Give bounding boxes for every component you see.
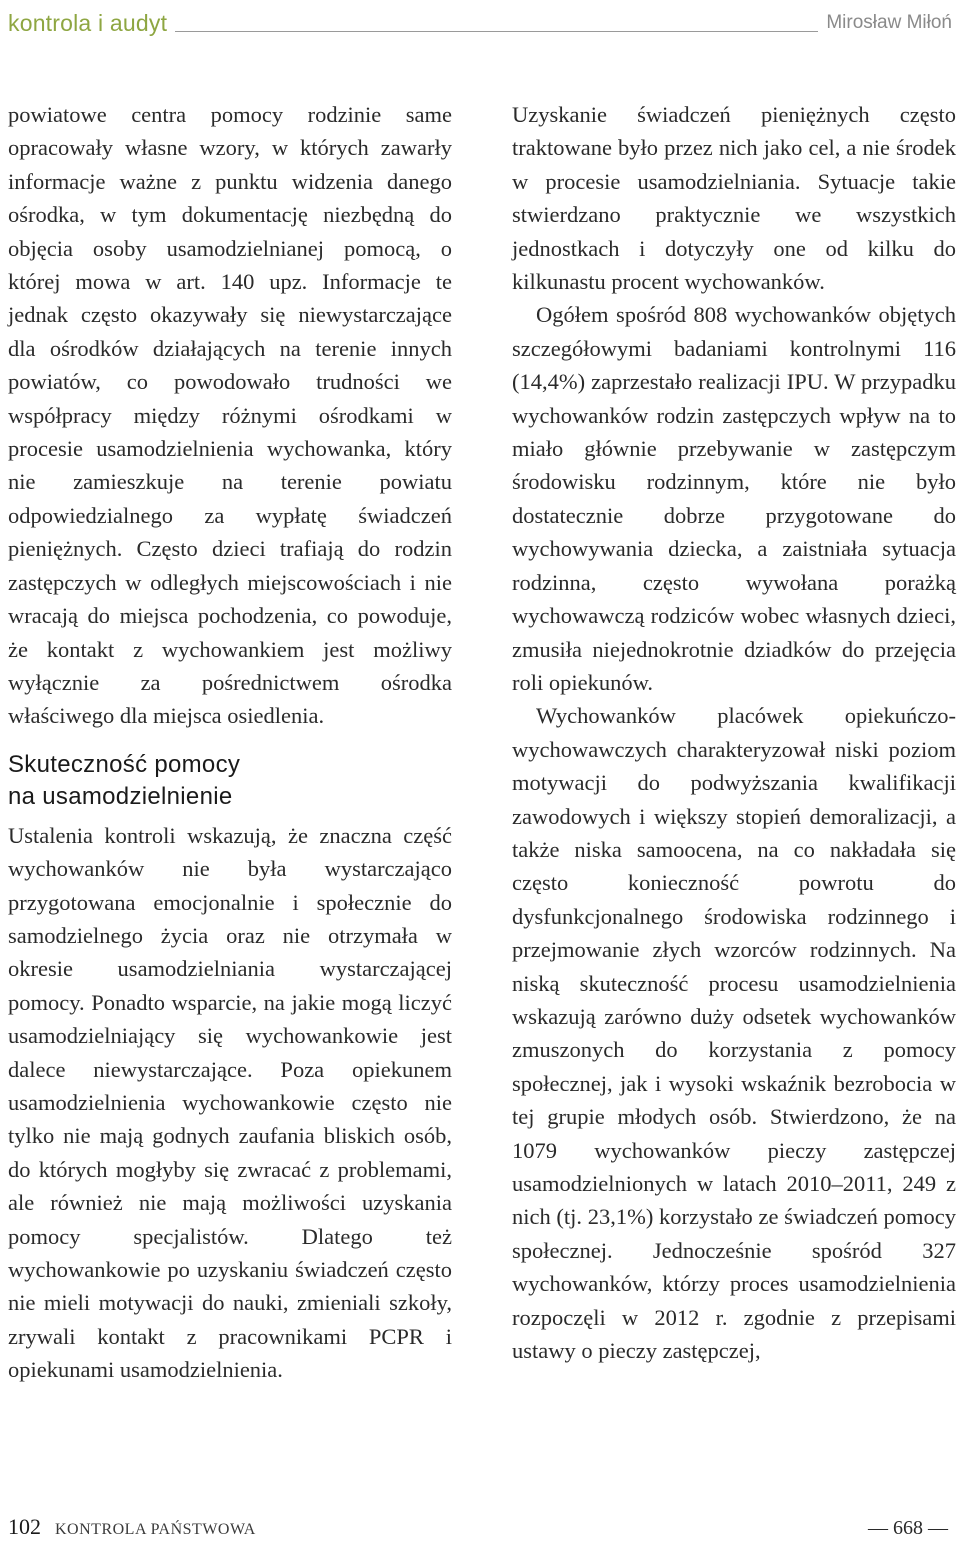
section-heading-line-1: Skuteczność pomocy	[8, 750, 241, 778]
issue-number: — 668 —	[868, 1517, 948, 1539]
page-number: 102	[8, 1514, 41, 1539]
right-paragraph-2: Ogółem spośród 808 wychowanków objętych szczegółowymi badaniami kontrolnymi 116 (14,4%) zaprzestało realizacji IPU. W przypadku wychowanków rodzin zastępczych wpływ na to miało głównie przebywanie w zastępczym środowisku rodzinnym, które nie było dostatecznie dobrze przygotowane do wychowywania dziecka, a zaistniała sytuacja rodzinna, często wywołana porażką wychowawczą rodziców wobec własnych dzieci, zmusiła niejednokrotnie dziadków do przejęcia roli opiekunów.	[512, 302, 956, 695]
right-paragraph-3: Wychowanków placówek opiekuńczo-wychowawczych charakteryzował niski poziom motywacji do podwyższania kwalifikacji zawodowych i większy stopień demoralizacji, a także niska samoocena, na co nakładała się często konieczność powrotu do dysfunkcjonalnego środowiska rodzinnego i przejmowanie złych wzorców rodzinnych. Na niską skuteczność procesu usamodzielnienia wskazują zarówno duży odsetek wychowanków zmuszonych do korzystania z pomocy społecznej, jak i wysoki wskaźnik bezrobocia w tej grupie młodych osób. Stwierdzono, że na 1079 wychowanków pieczy zastępczej usamodzielnionych w latach 2010–2011, 249 z nich (tj. 23,1%) korzystało ze świadczeń pomocy społecznej. Jednocześnie spośród 327 wychowanków, którzy proces usamodzielnienia rozpoczęli w 2012 r. zgodnie z przepisami ustawy o pieczy zastępczej,	[512, 703, 956, 1364]
section-title: kontrola i audyt	[8, 10, 168, 36]
right-column	[512, 98, 956, 1367]
right-paragraph-1: Uzyskanie świadczeń pieniężnych często traktowane było przez nich jako cel, a nie środek w procesie usamodzielniania. Sytuacje takie stwierdzano praktycznie we wszystkich jednostkach i dotyczyły one od kilku do kilkunastu procent wychowanków.	[512, 102, 956, 295]
section-heading-line-2: na usamodzielnienie	[8, 782, 233, 810]
page-footer	[8, 1514, 948, 1544]
left-column	[8, 98, 452, 1387]
author-name: Mirosław Miłoń	[826, 12, 952, 33]
section-heading	[8, 749, 452, 813]
left-paragraph-2: Ustalenia kontroli wskazują, że znaczna część wychowanków nie była wystarczająco przygotowana emocjonalnie i społecznie do samodzielnego życia oraz nie otrzymała w okresie usamodzielniania wystarczającej pomocy. Ponadto wsparcie, na jakie mogą liczyć usamodzielniający się wychowankowie jest dalece niewystarczające. Poza opiekunem usamodzielnienia wychowankowie często nie tylko nie mają godnych zaufania bliskich osób, do których mogłyby się zwracać z problemami, ale również nie mają możliwości uzyskania pomocy specjalistów. Dlatego też wychowankowie po uzyskaniu świadczeń często nie mieli motywacji do nauki, zmieniali szkoły, zrywali kontakt z pracownikami PCPR i opiekunami usamodzielnienia.	[8, 822, 452, 1383]
left-paragraph-1: powiatowe centra pomocy rodzinie same opracowały własne wzory, w których zawarły informacje ważne z punktu widzenia danego ośrodka, w tym dokumentację niezbędną do objęcia osoby usamodzielnianej pomocą, o której mowa w art. 140 upz. Informacje te jednak często okazywały się niewystarczające dla ośrodków działających na terenie innych powiatów, co powodowało trudności we współpracy między różnymi ośrodkami w procesie usamodzielnienia wychowanka, który nie zamieszkuje na terenie powiatu odpowiedzialnego za wypłatę świadczeń pieniężnych. Często dzieci trafiają do rodzin zastępczych w odległych miejscowościach i nie wracają do miejsca pochodzenia, co powoduje, że kontakt z wychowankiem jest możliwy wyłącznie za pośrednictwem ośrodka właściwego dla miejsca osiedlenia.	[8, 102, 452, 729]
header-rule	[175, 31, 818, 32]
running-header	[8, 0, 952, 36]
journal-title: KONTROLA PAŃSTWOWA	[55, 1521, 256, 1538]
